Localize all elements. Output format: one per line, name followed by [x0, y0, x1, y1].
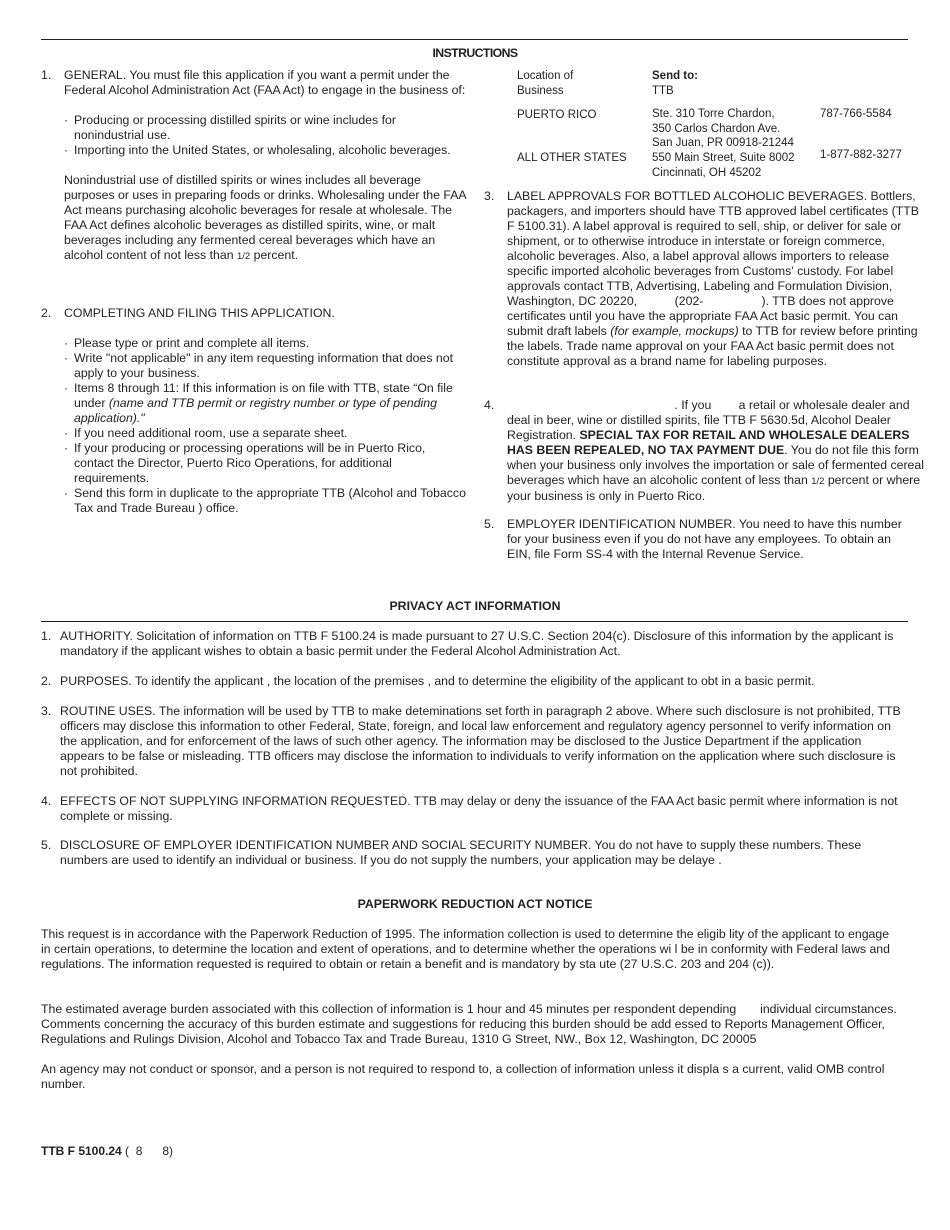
- completing-bullet-1: · Please type or print and complete all items.: [64, 336, 310, 350]
- privacy-item-purposes: 2. PURPOSES. To identify the applicant , the location of the premises , and to determine the eligibility of the applicant to obt in a basic permit.: [41, 674, 815, 688]
- location-header: Location of Business: [517, 70, 574, 97]
- general-section: [41, 68, 466, 264]
- ein-num: 5.: [484, 517, 495, 531]
- completing-section: [41, 306, 466, 516]
- privacy-item-routine-uses: 3. ROUTINE USES. The information will be used by TTB to make deteminations set forth in paragraph 2 above. Where such disclosure is not prohibited, TTB officers may disclose this information to other Federal, State, foreign, and local law enforcement and regulatory agency personnel to verify information on the application, and for enforcement of the laws of such other agency. The information may be disclosed to the Justice Department if the application appears to be false or misleading. TTB officers may disclose the information to individuals to verify information on the application where such disclosure is not prohibited.: [41, 704, 901, 778]
- special-num: 4.: [484, 398, 495, 412]
- special-tax-section: [484, 398, 936, 504]
- puerto-rico-location: PUERTO RICO: [517, 109, 597, 121]
- general-num: 1.: [41, 68, 52, 82]
- general-bullet-2: · Importing into the United States, or wholesaling, alcoholic beverages.: [64, 143, 451, 157]
- paperwork-paragraph-3: An agency may not conduct or sponsor, and a person is not required to respond to, a collection of information unless it displa s a current, valid OMB control number.: [41, 1062, 885, 1091]
- completing-bullet-6: · Send this form in duplicate to the appropriate TTB (Alcohol and Tobacco Tax and Trade Bureau ) office.: [64, 486, 466, 515]
- paperwork-paragraph-2: The estimated average burden associated with this collection of information is 1 hour and 45 minutes per respondent depending individual circumstances. Comments concerning the accuracy of this burden estimate and suggestions for reducing this burden should be add essed to Reports Management Officer, Regulations and Rulings Division, Alcohol and Tobacco Tax and Trade Bureau, 1310 G Street, NW., Box 12, Washington, DC 20005: [41, 1002, 897, 1046]
- privacy-rule: [41, 621, 908, 622]
- completing-title: COMPLETING AND FILING THIS APPLICATION.: [64, 306, 335, 320]
- other-states-phone: 1-877-882-3277: [820, 149, 902, 161]
- puerto-rico-address: Ste. 310 Torre Chardon, 350 Carlos Chardon Ave. San Juan, PR 00918-21244: [652, 108, 794, 149]
- general-intro: GENERAL. You must file this application if you want a permit under the Federal Alcohol Administration Act (FAA Act) to engage in the business of:: [64, 68, 466, 97]
- privacy-item-authority: 1. AUTHORITY. Solicitation of information on TTB F 5100.24 is made pursuant to 27 U.S.C. Section 204(c). Disclosure of this information by the applicant is mandatory if the applicant wishes to obtain a basic permit under the Federal Alcohol Administration Act.: [41, 629, 894, 658]
- label-num: 3.: [484, 189, 495, 203]
- privacy-item-effects: 4. EFFECTS OF NOT SUPPLYING INFORMATION REQUESTED. TTB may delay or deny the issuance of the FAA Act basic permit where information is not complete or missing.: [41, 794, 898, 823]
- completing-bullet-2: · Write "not applicable" in any item requesting information that does not apply to your business.: [64, 351, 453, 380]
- special-tax-text: . If you a retail or wholesale dealer and deal in beer, wine or distilled spirits, file TTB F 5630.5d, Alcohol Dealer Registration. SPECIAL TAX FOR RETAIL AND WHOLESALE DEALERS HAS BEEN REPEALED, NO TAX PAYMENT DUE. You do not file this form when your business only involves the importation or sale of fermented cereal beverages which have an alcoholic content of less than 1/2 percent or where your business is only in Puerto Rico.: [507, 398, 924, 503]
- ein-section: [484, 517, 909, 562]
- form-id: TTB F 5100.24: [41, 1144, 122, 1158]
- instructions-heading: INSTRUCTIONS: [432, 46, 518, 60]
- privacy-heading: PRIVACY ACT INFORMATION: [389, 599, 561, 613]
- paperwork-heading: PAPERWORK REDUCTION ACT NOTICE: [357, 897, 593, 911]
- form-revision: ( 8 8): [121, 1144, 174, 1158]
- other-states-address: 550 Main Street, Suite 8002 Cincinnati, OH 45202: [652, 152, 795, 179]
- puerto-rico-phone: 787-766-5584: [820, 108, 892, 120]
- completing-bullet-5: · If your producing or processing operations will be in Puerto Rico, contact the Director, Puerto Rico Operations, for additional requirements.: [64, 441, 426, 485]
- top-rule: [41, 39, 908, 40]
- general-bullet-1: · Producing or processing distilled spirits or wine includes for nonindustrial use.: [64, 113, 396, 142]
- completing-bullet-3: · Items 8 through 11: If this information is on file with TTB, state “On file under (name and TTB permit or registry number or type of pending application).": [64, 381, 453, 425]
- paperwork-paragraph-1: This request is in accordance with the Paperwork Reduction of 1995. The information collection is used to determine the eligib lity of the applicant to engage in certain operations, to determine the location and extent of operations, and to determine whether the operations wi l be in conformity with Federal laws and regulations. The information requested is required to obtain or retain a benefit and is mandatory by sta ute (27 U.S.C. 203 and 204 (c)).: [41, 927, 890, 971]
- label-approvals-section: [484, 189, 920, 369]
- form-footer: [41, 1144, 173, 1159]
- label-approvals-text: LABEL APPROVALS FOR BOTTLED ALCOHOLIC BEVERAGES. Bottlers, packagers, and importers should have TTB approved label certificates (TTB F 5100.31). A label approval is required to sell, ship, or deliver for sale or shipment, or to otherwise introduce in interstate or foreign commerce, alcoholic beverages. Also, a label approval allows importers to release specific imported alcoholic beverages from Customs' custody. For label approvals contact TTB, Advertising, Labeling and Formulation Division, Washington, DC 20220, (202- ). TTB does not approve certificates until you have the appropriate FAA Act basic permit. You can submit draft labels (for example, mockups) to TTB for review before printing the labels. Trade name approval on your FAA Act basic permit does not constitute approval as a brand name for labeling purposes.: [507, 189, 919, 368]
- privacy-item-disclosure: 5. DISCLOSURE OF EMPLOYER IDENTIFICATION NUMBER AND SOCIAL SECURITY NUMBER. You do not have to supply these numbers. These numbers are used to identify an individual or business. If you do not supply the numbers, your application may be delaye .: [41, 838, 862, 867]
- completing-num: 2.: [41, 306, 52, 320]
- other-states-location: ALL OTHER STATES: [517, 152, 627, 164]
- send-to-header: Send to: TTB: [652, 70, 698, 97]
- ein-text: EMPLOYER IDENTIFICATION NUMBER. You need to have this number for your business even if you do not have any employees. To obtain an EIN, file Form SS-4 with the Internal Revenue Service.: [507, 517, 902, 561]
- general-definitions: Nonindustrial use of distilled spirits or wines includes all beverage purposes or uses in preparing foods or drinks. Wholesaling under the FAA Act means purchasing alcoholic beverages for resale at wholesale. The FAA Act defines alcoholic beverages as distilled spirits, wine, or malt beverages including any fermented cereal beverages which have an alcohol content of not less than 1/2 percent.: [64, 173, 466, 262]
- completing-bullet-4: · If you need additional room, use a separate sheet.: [64, 426, 348, 440]
